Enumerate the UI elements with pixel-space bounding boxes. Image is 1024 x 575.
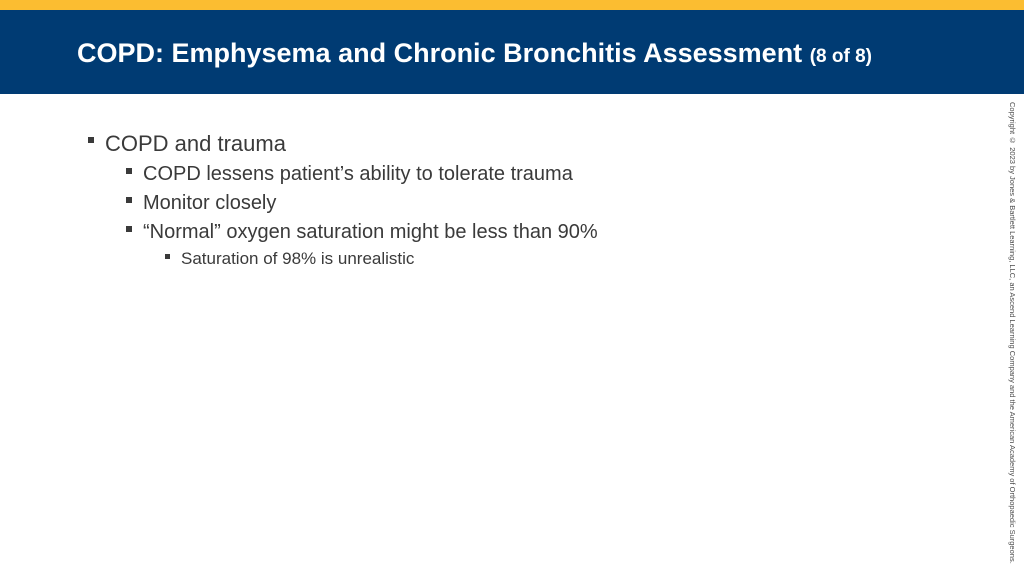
square-bullet-icon [126,168,132,174]
sub-bullet-text: COPD lessens patient’s ability to tolerate trauma [143,163,573,185]
square-bullet-icon [126,226,132,232]
square-bullet-icon [126,197,132,203]
square-bullet-icon [88,137,94,143]
sub-bullet-text: Monitor closely [143,192,277,214]
copyright-notice: Copyright © 2023 by Jones & Bartlett Learning, LLC, an Ascend Learning Company and the American Academy of Orthopaedic Surgeons. [1008,102,1017,564]
slide-counter: (8 of 8) [809,46,872,67]
slide-title-text: COPD: Emphysema and Chronic Bronchitis Assessment [77,38,803,68]
sub-sub-bullet-text: Saturation of 98% is unrealistic [181,249,415,268]
square-bullet-icon [165,254,170,259]
bullet-text: COPD and trauma [105,131,286,156]
accent-stripe [0,0,1024,10]
sub-bullet-text: “Normal” oxygen saturation might be less than 90% [143,221,598,243]
slide-title [77,36,872,74]
